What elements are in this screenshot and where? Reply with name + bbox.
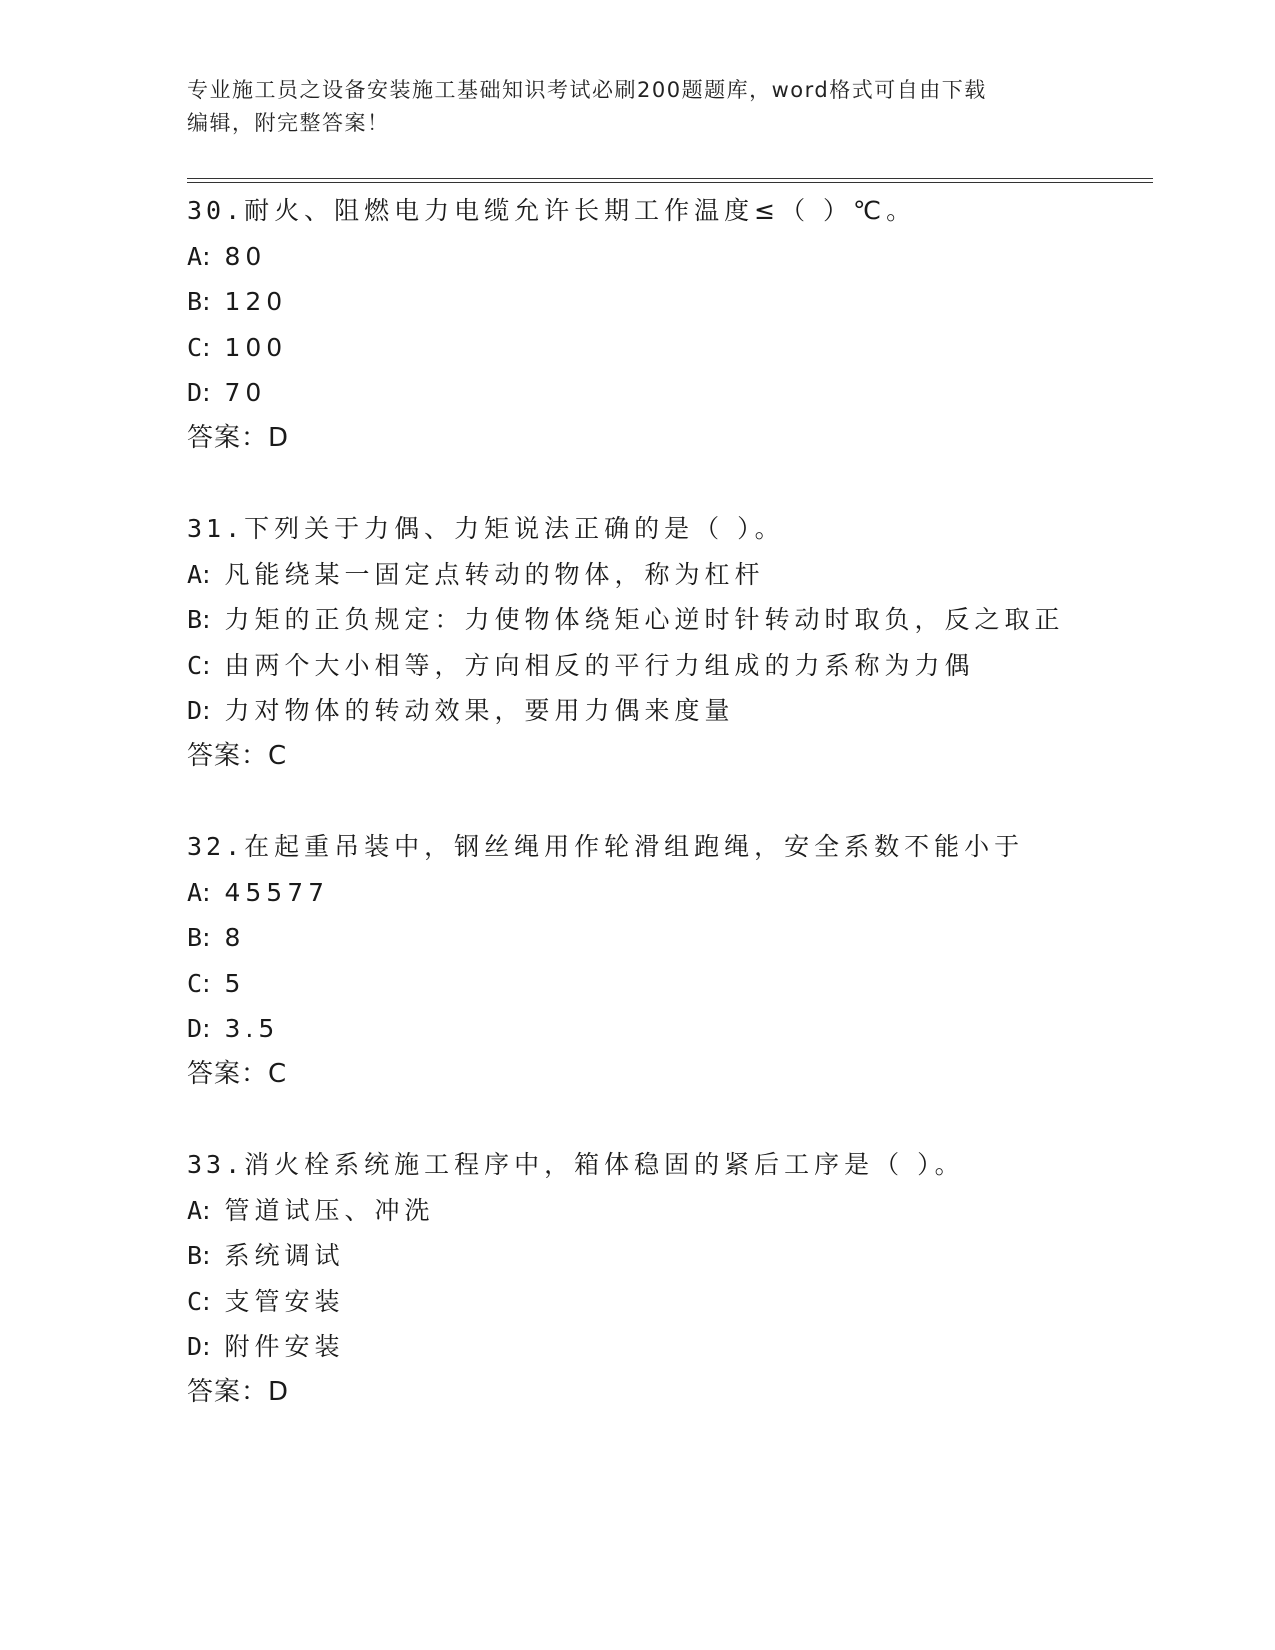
header-line-2: 编辑，附完整答案！ xyxy=(187,111,390,135)
option-key: D xyxy=(187,696,203,726)
question-number: 31. xyxy=(187,514,245,543)
option-d xyxy=(187,1006,1153,1052)
option-c xyxy=(187,325,1153,371)
option-a xyxy=(187,552,1153,598)
option-separator: : xyxy=(202,559,211,589)
option-key: C xyxy=(187,968,203,998)
question-stem xyxy=(187,824,1153,870)
option-text: 附件安装 xyxy=(224,1332,345,1362)
option-key: D xyxy=(187,1014,203,1044)
option-text: 管道试压、冲洗 xyxy=(224,1195,435,1225)
option-separator: : xyxy=(202,1014,211,1044)
question-stem xyxy=(187,1142,1153,1188)
option-separator: : xyxy=(202,241,211,271)
option-separator: : xyxy=(202,605,211,635)
question-stem xyxy=(187,506,1153,552)
option-key: B xyxy=(187,1241,203,1271)
answer-line: 答案：C xyxy=(187,1058,288,1089)
option-key: A xyxy=(187,1195,203,1225)
question-text: 在起重吊装中，钢丝绳用作轮滑组跑绳，安全系数不能小于 xyxy=(244,832,1025,861)
question-text: 下列关于力偶、力矩说法正确的是（ ）。 xyxy=(244,514,785,543)
option-separator: : xyxy=(202,1332,211,1362)
question-item xyxy=(187,506,1153,824)
option-key: A xyxy=(187,241,203,271)
option-separator: : xyxy=(202,1241,211,1271)
option-separator: : xyxy=(202,923,211,953)
option-text: 力矩的正负规定：力使物体绕矩心逆时针转动时取负，反之取正 xyxy=(224,605,1065,635)
option-separator: : xyxy=(202,696,211,726)
option-a xyxy=(187,1188,1153,1234)
option-text: 力对物体的转动效果，要用力偶来度量 xyxy=(224,696,735,726)
question-item xyxy=(187,188,1153,506)
option-text: 支管安装 xyxy=(224,1286,345,1316)
question-stem xyxy=(187,188,1153,234)
header-line-1: 专业施工员之设备安装施工基础知识考试必刷200题题库，word格式可自由下载 xyxy=(187,78,987,102)
question-number: 30. xyxy=(187,196,245,225)
option-key: C xyxy=(187,650,203,680)
option-separator: : xyxy=(202,650,211,680)
option-text: 由两个大小相等，方向相反的平行力组成的力系称为力偶 xyxy=(224,650,975,680)
option-separator: : xyxy=(202,877,211,907)
option-text: 120 xyxy=(224,287,288,317)
option-d xyxy=(187,370,1153,416)
option-c xyxy=(187,1279,1153,1325)
question-number: 33. xyxy=(187,1150,245,1179)
question-text: 消火栓系统施工程序中，箱体稳固的紧后工序是（ ）。 xyxy=(244,1150,965,1179)
question-item xyxy=(187,1142,1153,1460)
document-header xyxy=(187,74,1087,140)
option-key: B xyxy=(187,605,203,635)
answer-line: 答案：D xyxy=(187,422,290,453)
option-a xyxy=(187,234,1153,280)
option-c xyxy=(187,961,1153,1007)
option-key: C xyxy=(187,332,203,362)
option-separator: : xyxy=(202,968,211,998)
option-separator: : xyxy=(202,287,211,317)
option-text: 70 xyxy=(224,378,267,408)
option-b xyxy=(187,915,1153,961)
option-c xyxy=(187,643,1153,689)
header-divider-top xyxy=(187,178,1153,179)
answer-line: 答案：C xyxy=(187,740,288,771)
option-text: 3.5 xyxy=(224,1014,280,1044)
option-key: D xyxy=(187,378,203,408)
option-key: B xyxy=(187,287,203,317)
option-d xyxy=(187,688,1153,734)
question-text: 耐火、阻燃电力电缆允许长期工作温度≤（ ）℃。 xyxy=(244,196,917,225)
option-b xyxy=(187,597,1153,643)
header-divider-bottom xyxy=(187,182,1153,183)
option-separator: : xyxy=(202,1286,211,1316)
option-text: 8 xyxy=(224,923,246,953)
question-number: 32. xyxy=(187,832,245,861)
option-separator: : xyxy=(202,332,211,362)
answer-line: 答案：D xyxy=(187,1376,290,1407)
option-text: 5 xyxy=(224,968,246,998)
option-d xyxy=(187,1324,1153,1370)
option-key: C xyxy=(187,1286,203,1316)
option-text: 100 xyxy=(224,332,288,362)
option-key: A xyxy=(187,559,203,589)
option-separator: : xyxy=(202,1195,211,1225)
option-text: 凡能绕某一固定点转动的物体，称为杠杆 xyxy=(224,559,765,589)
option-text: 45577 xyxy=(224,877,330,907)
option-b xyxy=(187,279,1153,325)
option-text: 80 xyxy=(224,241,267,271)
option-key: D xyxy=(187,1332,203,1362)
question-list xyxy=(187,188,1153,1460)
question-item xyxy=(187,824,1153,1142)
option-b xyxy=(187,1233,1153,1279)
option-a xyxy=(187,870,1153,916)
option-key: B xyxy=(187,923,203,953)
option-text: 系统调试 xyxy=(224,1241,345,1271)
option-key: A xyxy=(187,877,203,907)
option-separator: : xyxy=(202,378,211,408)
